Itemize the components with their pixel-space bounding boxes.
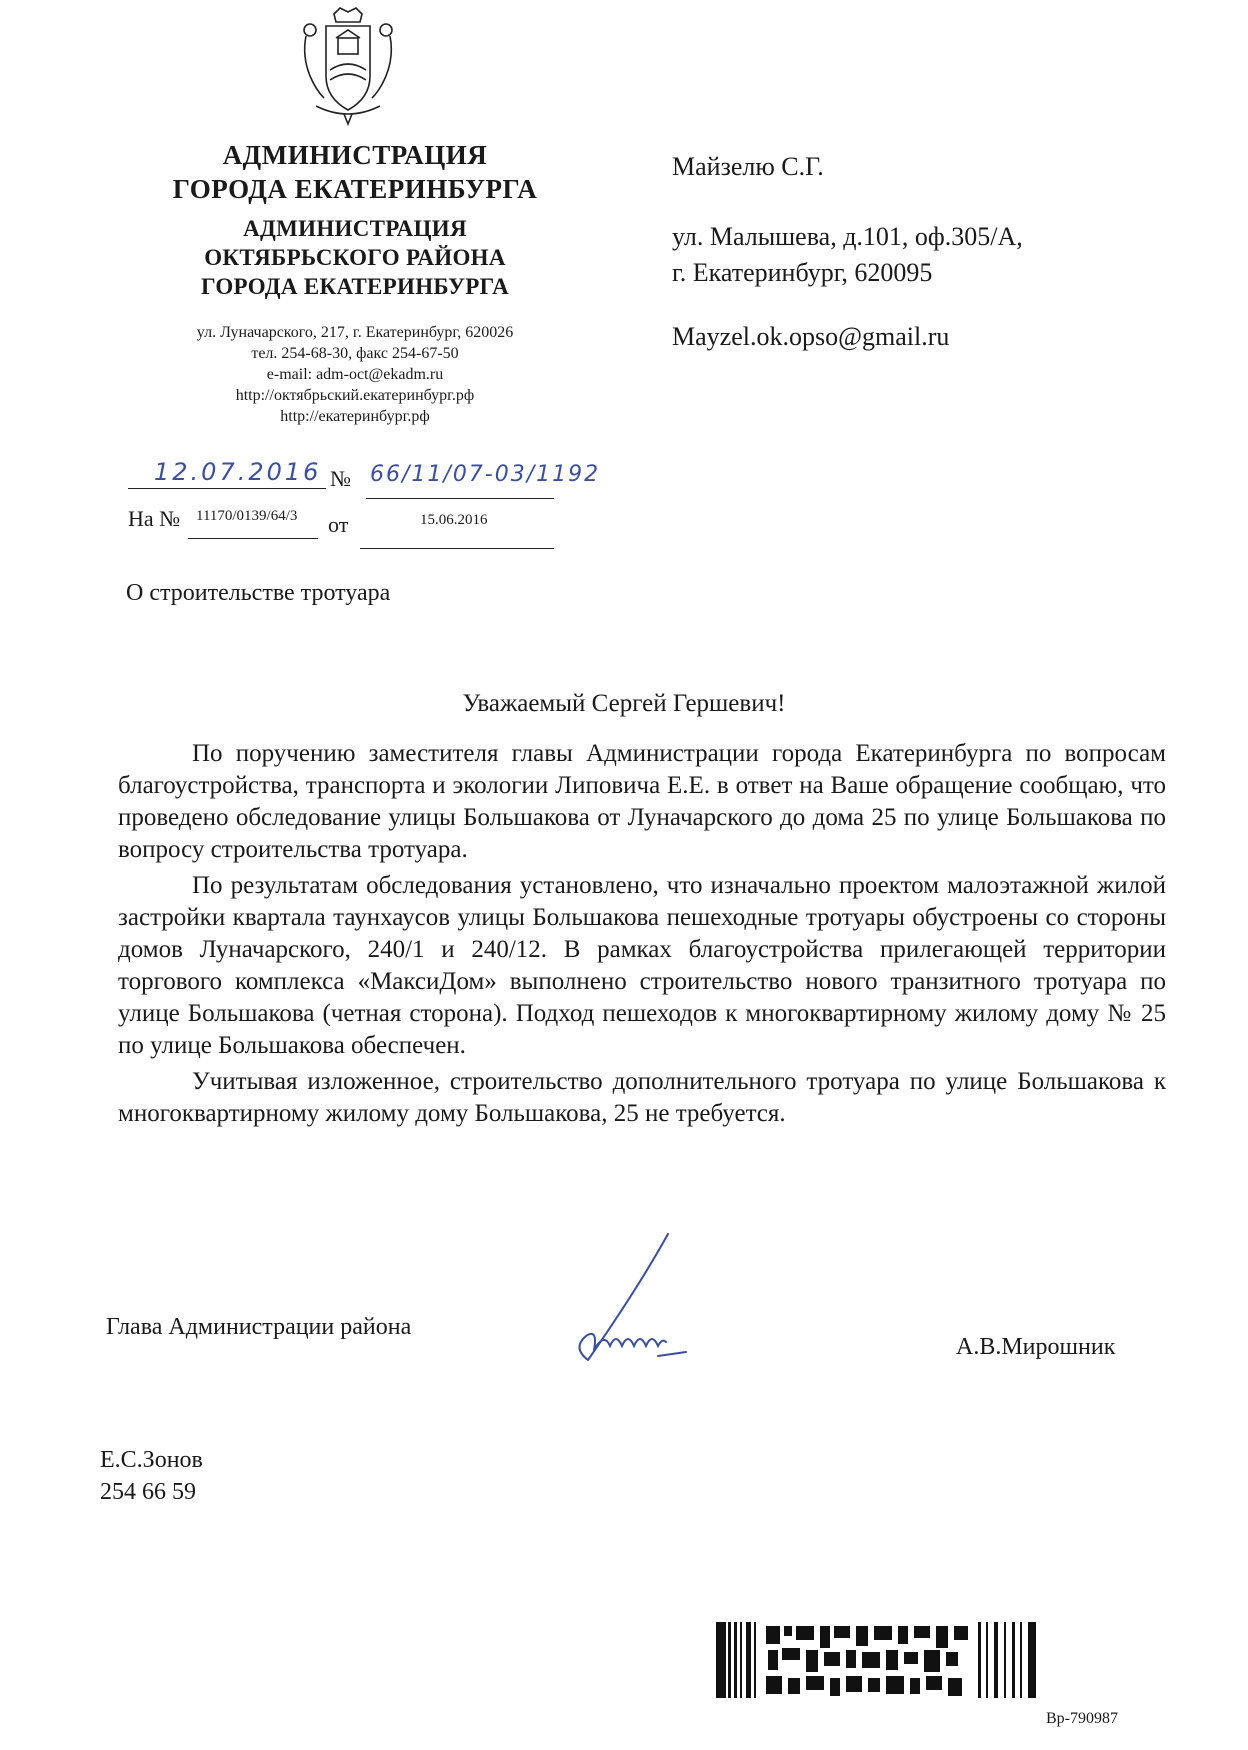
coat-of-arms-icon xyxy=(296,6,400,126)
sub-org-line-3: ГОРОДА ЕКАТЕРИНБУРГА xyxy=(201,274,509,299)
addressee-street: ул. Малышева, д.101, оф.305/А, xyxy=(672,222,1023,251)
registration-number: Вр-790987 xyxy=(1046,1710,1118,1727)
org-email: e-mail: adm-oct@ekadm.ru xyxy=(266,366,444,383)
org-address: ул. Луначарского, 217, г. Екатеринбург, 620026 xyxy=(196,324,514,341)
outgoing-number-label: № xyxy=(330,466,351,491)
body-paragraph-1: По поручению заместителя главы Администрации города Екатеринбурга по вопросам благоустройства, транспорта и экологии Липовича Е.Е. в ответ на Ваше обращение сообщаю, что проведено обследование улицы Большакова от Луначарского до дома 25 по улице Большакова по вопросу строительства тротуара. xyxy=(118,740,1166,863)
reply-date-line xyxy=(360,548,554,549)
sub-org-name xyxy=(120,214,590,301)
addressee-city: г. Екатеринбург, 620095 xyxy=(672,258,933,287)
pdf417-barcode-icon xyxy=(716,1622,1038,1698)
org-line-1: АДМИНИСТРАЦИЯ xyxy=(222,140,488,170)
contacts xyxy=(120,322,590,427)
sub-org-line-1: АДМИНИСТРАЦИЯ xyxy=(243,216,467,241)
body-paragraph-2: По результатам обследования установлено, что изначально проектом малоэтажной жилой застройки квартала таунхаусов улицы Большакова пешеходные тротуары обустроены со стороны домов Луначарского, 240/1 и 240/12. В рамках благоустройства прилегающей территории торгового комплекса «МаксиДом» выполнено строительство нового транзитного тротуара по улице Большакова (четная сторона). Подход пешеходов к многоквартирному жилому дому № 25 по улице Большакова обеспечен. xyxy=(118,872,1166,1059)
reply-number-label: На № xyxy=(128,506,181,531)
letter-subject: О строительстве тротуара xyxy=(126,580,391,606)
org-name xyxy=(120,138,590,206)
outgoing-date-line xyxy=(128,488,326,489)
reply-number-line xyxy=(188,538,318,539)
handwritten-signature-icon xyxy=(558,1228,708,1378)
executor-phone: 254 66 59 xyxy=(100,1479,196,1505)
outgoing-number: 66/11/07-03/1192 xyxy=(370,462,601,487)
reply-number: 11170/0139/64/3 xyxy=(196,508,298,524)
signatory-name: А.В.Мирошник xyxy=(956,1334,1116,1360)
reply-date: 15.06.2016 xyxy=(420,512,488,528)
org-site-1: http://октябрьский.екатеринбург.рф xyxy=(235,387,475,404)
executor xyxy=(100,1444,203,1508)
outgoing-date: 12.07.2016 xyxy=(154,458,322,486)
org-site-2: http://екатеринбург.рф xyxy=(280,408,430,425)
org-line-2: ГОРОДА ЕКАТЕРИНБУРГА xyxy=(172,174,538,204)
org-phone: тел. 254-68-30, факс 254-67-50 xyxy=(251,345,459,362)
addressee-email: Mayzel.ok.opso@gmail.ru xyxy=(672,322,950,351)
signatory-title: Глава Администрации района xyxy=(106,1314,412,1340)
letter-greeting: Уважаемый Сергей Гершевич! xyxy=(462,690,786,717)
sub-org-line-2: ОКТЯБРЬСКОГО РАЙОНА xyxy=(204,245,506,270)
executor-name: Е.С.Зонов xyxy=(100,1447,203,1473)
reply-from-label: от xyxy=(328,512,349,537)
body-paragraph-3: Учитывая изложенное, строительство дополнительного тротуара по улице Большакова к многоквартирному жилому дому Большакова, 25 не требуется. xyxy=(118,1068,1166,1127)
outgoing-number-line xyxy=(366,498,554,499)
addressee-name: Майзелю С.Г. xyxy=(672,152,824,181)
letter-body xyxy=(118,738,1166,1134)
